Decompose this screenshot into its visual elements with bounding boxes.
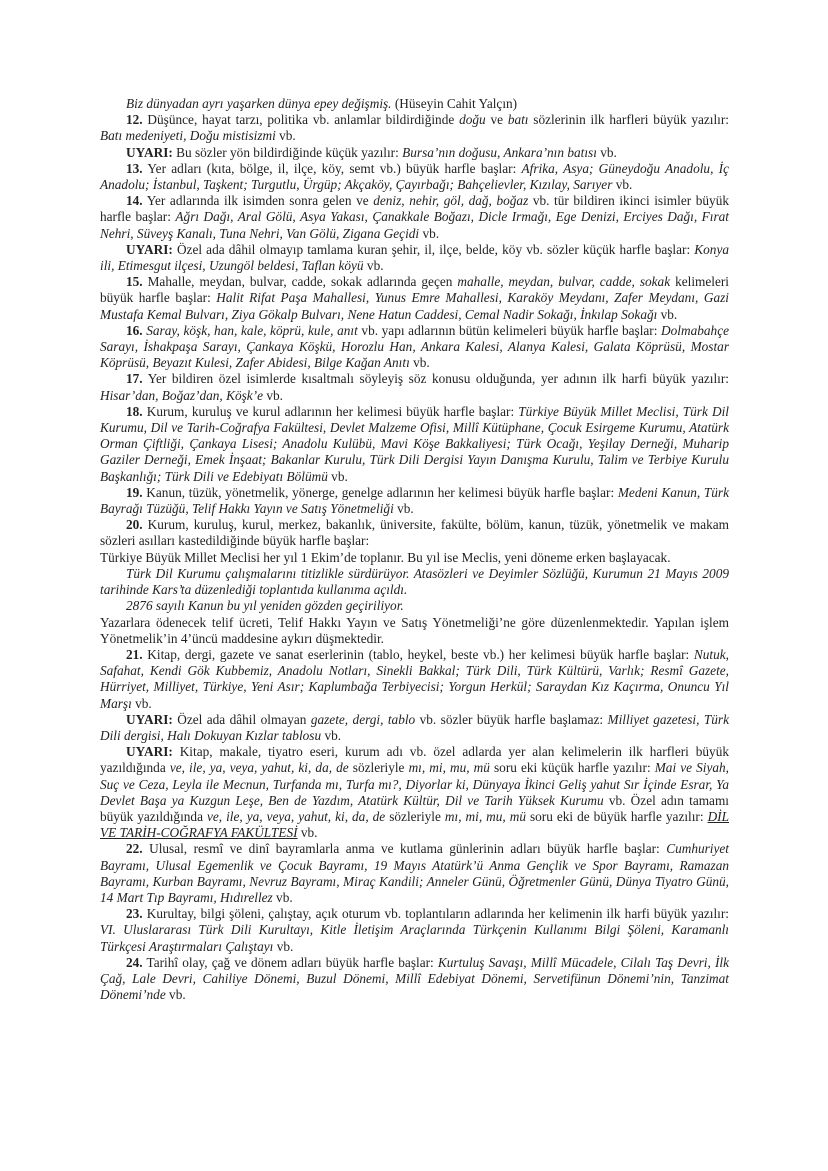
rule-label: UYARI:: [126, 744, 173, 760]
rule-label: 24.: [126, 954, 143, 970]
body-text: soru eki küçük harfle yazılır:: [489, 760, 655, 776]
example-text: Mai ve Siyah, Suç ve Ceza, Leyla ile Mecnun, Turfanda mı, Turfa mı?, Diyorlar ki, Dünyaya İkinci Geliş yahut Sır İçinde Esrar, Ya Devlet Başa ya Kuzgun Leşe, Ben de Yazdım, Atatürk Kültür, Dil ve Tarih Yüksek Kurumu: [100, 760, 729, 808]
rule-label: 13.: [126, 160, 143, 176]
body-text: Kanun, tüzük, yönetmelik, yönerge, genelge adlarının her kelimesi büyük harfle başlar:: [142, 484, 618, 500]
example-text: Konya ili, Etimesgut ilçesi, Uzungöl beldesi, Taflan köyü: [100, 241, 729, 274]
body-text: soru eki de büyük harfle yazılır:: [525, 808, 708, 824]
paragraph: [100, 274, 729, 323]
body-text: vb. tür bildiren ikinci isimler büyük harfle başlar:: [100, 193, 729, 225]
paragraph: [100, 712, 729, 744]
body-text: vb. Özel adın tamamı büyük yazıldığında: [100, 792, 729, 824]
body-text: Özel ada dâhil olmayıp tamlama kuran şehir, il, ilçe, belde, köy vb. sözler küçük harfle başlar:: [172, 241, 695, 257]
example-text: Ağrı Dağı, Aral Gölü, Asya Yakası, Çanakkale Boğazı, Dicle Irmağı, Ege Denizi, Erciyes Dağı, Fırat Nehri, Süveyş Kanalı, Tuna Nehri, Van Gölü, Zigana Geçidi: [100, 209, 729, 241]
body-text: vb.: [297, 825, 318, 841]
example-text: Türkiye Büyük Millet Meclisi, Türk Dil Kurumu, Dil ve Tarih-Coğrafya Fakültesi, Devlet Malzeme Ofisi, Millî Kütüphane, Çocuk Esirgeme Kurumu, Atatürk Orman Çiftliği, Çankaya Lisesi; Anadolu Kulübü, Mavi Köşe Bakkaliyesi; Türk Ocağı, Yeşilay Derneği, Muharip Gaziler Derneği, Emek İnşaat; Bakanlar Kurulu, Türk Dili Dergisi Yayın Danışma Kurulu, Talim ve Terbiye Kurulu Başkanlığı; Türk Dili ve Edebiyatı Bölümü: [100, 403, 729, 484]
body-text: vb.: [131, 695, 152, 711]
body-text: Bu sözler yön bildirdiğinde küçük yazılır:: [172, 144, 403, 160]
body-text: Kitap, dergi, gazete ve sanat eserlerinin (tablo, heykel, beste vb.) her kelimesi büyük harfle başlar:: [142, 646, 694, 662]
body-text: Mahalle, meydan, bulvar, cadde, sokak adlarında geçen: [142, 274, 458, 290]
example-text: gazete, dergi, tablo: [310, 711, 416, 727]
body-text: vb.: [263, 387, 283, 403]
body-text: sözleriyle: [385, 808, 445, 824]
rule-label: 16.: [126, 322, 143, 338]
rule-label: 22.: [126, 841, 143, 857]
example-text: mahalle, meydan, bulvar, cadde, sokak: [457, 274, 671, 290]
rule-label: UYARI:: [126, 144, 173, 160]
paragraph: [100, 193, 729, 242]
body-text: Türkiye Büyük Millet Meclisi her yıl 1 Ekim’de toplanır. Bu yıl ise Meclis, yeni döneme erken başlayacak.: [100, 549, 671, 565]
body-text: vb.: [321, 727, 342, 743]
paragraph: [100, 371, 729, 403]
body-text: Kurultay, bilgi şöleni, çalıştay, açık oturum vb. toplantıların adlarında her kelimenin ilk harfi büyük yazılır:: [142, 906, 729, 922]
example-text: Afrika, Asya; Güneydoğu Anadolu, İç Anadolu; İstanbul, Taşkent; Turgutlu, Ürgüp; Akçaköy, Çayırbağı; Bahçelievler, Kızılay, Sarıyer: [100, 160, 729, 193]
paragraph: [100, 517, 729, 549]
body-text: vb.: [409, 355, 430, 371]
paragraph: [100, 145, 729, 161]
example-text: mı, mi, mu, mü: [408, 760, 490, 776]
paragraph: [100, 96, 729, 112]
body-text: vb.: [272, 889, 293, 905]
example-text: Kurtuluş Savaşı, Millî Mücadele, Cilalı Taş Devri, İlk Çağ, Lale Devri, Cahiliye Dönemi, Buzul Dönemi, Millî Edebiyat Dönemi, Servetifünun Dönemi’nin, Tanzimat Dönemi’nde: [100, 954, 729, 1003]
body-text: vb.: [275, 128, 296, 144]
example-text: Milliyet gazetesi, Türk Dili dergisi, Halı Dokuyan Kızlar tablosu: [100, 711, 729, 743]
example-text: ve, ile, ya, veya, yahut, ki, da, de: [169, 760, 349, 776]
body-text: Yer adlarında ilk isimden sonra gelen ve: [142, 193, 374, 209]
example-text: deniz, nehir, göl, dağ, boğaz: [373, 193, 529, 209]
example-text: doğu: [459, 112, 486, 128]
rule-label: UYARI:: [126, 241, 173, 257]
body-text: ve: [485, 112, 508, 128]
document-page: [100, 96, 729, 1003]
body-text: vb.: [419, 225, 440, 241]
body-text: Ulusal, resmî ve dinî bayramlarla anma ve kutlama günlerinin adları büyük harfle başlar:: [142, 841, 667, 857]
body-text: sözleriyle: [348, 760, 409, 776]
paragraph: [100, 550, 729, 566]
example-text: DİL VE TARİH-COĞRAFYA FAKÜLTESİ: [100, 808, 729, 841]
body-text: Yazarlara ödenecek telif ücreti, Telif Hakkı Yayın ve Satış Yönetmeliği’ne göre düzenlenmektedir. Yapılan işlem Yönetmelik’in 4’üncü maddesine aykırı düşmektedir.: [100, 614, 729, 646]
example-text: Nutuk, Safahat, Kendi Gök Kubbemiz, Anadolu Notları, Sinekli Bakkal; Türk Dili, Türk Kültürü, Varlık; Resmî Gazete, Hürriyet, Milliyet, Türkiye, Yeni Asır; Kaplumbağa Terbiyecisi; Yorgun Herkül; Saraydan Kız Kaçırma, Onuncu Yıl Marşı: [100, 646, 729, 711]
body-text: Yer bildiren özel isimlerde kısaltmalı söyleyiş söz konusu olduğunda, yer adının ilk harfi büyük yazılır:: [142, 371, 729, 387]
paragraph: [100, 955, 729, 1004]
paragraph: [100, 647, 729, 712]
example-text: Biz dünyadan ayrı yaşarken dünya epey değişmiş.: [126, 96, 392, 111]
rule-label: 21.: [126, 646, 143, 662]
body-text: vb.: [596, 144, 617, 160]
paragraph: [100, 744, 729, 841]
rule-label: 18.: [126, 403, 143, 419]
rule-label: 15.: [126, 274, 143, 290]
rule-label: 14.: [126, 193, 143, 209]
body-text: vb.: [657, 306, 678, 322]
body-text: Tarihî olay, çağ ve dönem adları büyük harfle başlar:: [142, 954, 438, 970]
body-text: vb. sözler büyük harfle başlamaz:: [415, 711, 608, 727]
paragraph: [100, 404, 729, 485]
rule-label: 12.: [126, 112, 143, 128]
body-text: vb.: [165, 987, 186, 1003]
body-text: vb.: [612, 177, 633, 193]
body-text: Kurum, kuruluş, kurul, merkez, bakanlık, üniversite, fakülte, bölüm, kanun, tüzük, yönetmelik ve makam sözleri asılları kastedildiğinde büyük harfle başlar:: [100, 517, 729, 549]
example-text: ve, ile, ya, veya, yahut, ki, da, de: [206, 808, 386, 824]
paragraph: [100, 161, 729, 193]
paragraph: [100, 485, 729, 517]
example-text: Medeni Kanun, Türk Bayrağı Tüzüğü, Telif Hakkı Yayın ve Satış Yönetmeliği: [100, 484, 729, 517]
rule-label: 19.: [126, 484, 143, 500]
body-text: Kitap, makale, tiyatro eseri, kurum adı vb. özel adlarda yer alan kelimelerin ilk harfleri büyük yazıldığında: [100, 744, 729, 776]
example-text: Cumhuriyet Bayramı, Ulusal Egemenlik ve Çocuk Bayramı, 19 Mayıs Atatürk’ü Anma Gençlik ve Spor Bayramı, Ramazan Bayramı, Kurban Bayramı, Nevruz Bayramı, Miraç Kandili; Anneler Günü, Öğretmenler Günü, Dünya Tiyatro Günü, 14 Mart Tıp Bayramı, Hıdırellez: [100, 841, 729, 905]
rule-label: 23.: [126, 906, 143, 922]
body-text: sözlerinin ilk harfleri büyük yazılır:: [528, 112, 729, 128]
paragraph: [100, 566, 729, 598]
rule-label: UYARI:: [126, 711, 173, 727]
body-text: Düşünce, hayat tarzı, politika vb. anlamlar bildirdiğinde: [142, 112, 460, 128]
example-text: Dolmabahçe Sarayı, İshakpaşa Sarayı, Çankaya Köşkü, Horozlu Han, Ankara Kalesi, Alanya Kalesi, Galata Köprüsü, Mostar Köprüsü, Beyazıt Kulesi, Zafer Abidesi, Bilge Kağan Anıtı: [100, 322, 729, 371]
paragraph: [100, 323, 729, 372]
paragraph: [100, 615, 729, 647]
body-text: Özel ada dâhil olmayan: [172, 711, 311, 727]
body-text: (Hüseyin Cahit Yalçın): [391, 96, 518, 111]
paragraph: [100, 598, 729, 614]
body-text: 2876 sayılı Kanun bu yıl yeniden gözden geçiriliyor.: [126, 598, 404, 614]
body-text: kelimeleri büyük harfle başlar:: [100, 274, 729, 306]
example-text: Hisar’dan, Boğaz’dan, Köşk’e: [100, 387, 263, 403]
example-text: Batı medeniyeti, Doğu mistisizmi: [100, 128, 276, 144]
example-text: VI. Uluslararası Türk Dili Kurultayı, Kitle İletişim Araçlarında Türkçenin Kullanımı Bilgi Şöleni, Karamanlı Türkçesi Araştırmaları Çalıştayı: [100, 922, 729, 954]
example-text: mı, mi, mu, mü: [444, 808, 526, 824]
body-text: Türk Dil Kurumu çalışmalarını titizlikle sürdürüyor. Atasözleri ve Deyimler Sözlüğü, Kurumun 21 Mayıs 2009 tarihinde Kars’ta düzenlediği toplantıda kullanıma açıldı.: [100, 565, 729, 598]
example-text: Saray, köşk, han, kale, köprü, kule, anıt: [146, 322, 358, 338]
body-text: Kurum, kuruluş ve kurul adlarının her kelimesi büyük harfle başlar:: [142, 403, 519, 419]
rule-label: 20.: [126, 517, 143, 533]
example-text: Halit Rifat Paşa Mahallesi, Yunus Emre Mahallesi, Karaköy Meydanı, Zafer Meydanı, Gazi Mustafa Kemal Bulvarı, Ziya Gökalp Bulvarı, Nene Hatun Caddesi, Cemal Nadir Sokağı, İnkılap Sokağı: [100, 290, 729, 322]
rule-label: 17.: [126, 371, 143, 387]
example-text: batı: [507, 112, 529, 128]
body-text: vb. yapı adlarının bütün kelimeleri büyük harfle başlar:: [357, 322, 662, 338]
body-text: vb.: [273, 938, 294, 954]
body-text: vb.: [393, 501, 414, 517]
body-text: Yer adları (kıta, bölge, il, ilçe, köy, semt vb.) büyük harfle başlar:: [142, 160, 522, 176]
example-text: Bursa’nın doğusu, Ankara’nın batısı: [402, 144, 597, 160]
paragraph: [100, 906, 729, 955]
paragraph: [100, 841, 729, 906]
paragraph: [100, 112, 729, 144]
body-text: vb.: [327, 468, 348, 484]
paragraph: [100, 242, 729, 274]
body-text: vb.: [363, 258, 384, 274]
